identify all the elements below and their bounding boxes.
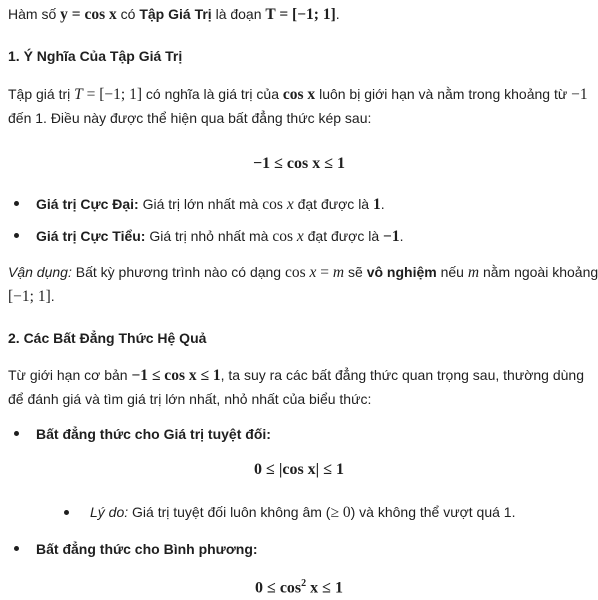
bullet-dot (14, 233, 19, 238)
intro-text: là đoạn (211, 6, 266, 22)
intro-text: . (335, 6, 340, 22)
sec2-para-line1 (8, 365, 584, 386)
section-1-heading: 1. Ý Nghĩa Của Tập Giá Trị (8, 48, 183, 64)
intro-text: Hàm số (8, 6, 61, 22)
math-one: 1 (372, 196, 381, 213)
bullet-absolute-value: Bất đẳng thức cho Giá trị tuyệt đối: (36, 426, 271, 442)
reason-line (90, 502, 515, 523)
math-x: x (292, 228, 304, 245)
math-cos-x: cos x (282, 86, 316, 103)
bullet-text: Giá trị lớn nhất mà (138, 196, 263, 212)
section-2-heading: 2. Các Bất Đẳng Thức Hệ Quả (8, 330, 207, 346)
bullet-dot (14, 546, 19, 551)
sec2-para-line2: để đánh giá và tìm giá trị lớn nhất, nhỏ nhất của biểu thức: (8, 391, 372, 407)
formula-square (0, 572, 598, 600)
intro-text: có (116, 6, 140, 22)
math-cos: cos (262, 196, 283, 213)
sec1-para-line2: đến 1. Điều này được thể hiện qua bất đẳng thức kép sau: (8, 110, 372, 126)
math-x: x (305, 264, 317, 281)
bullet-label: Giá trị Cực Tiểu: (36, 228, 146, 244)
bullet-min (36, 226, 404, 247)
reason-text: Giá trị tuyệt đối luôn không âm ( (128, 504, 331, 520)
formula-absolute-value: 0 ≤ |cos x| ≤ 1 (254, 461, 344, 478)
math-ge-zero: ≥ 0 (330, 504, 351, 521)
bullet-text: . (399, 228, 404, 244)
apply-label: Vận dụng: (8, 264, 72, 280)
apply-text: sẽ (344, 264, 367, 280)
intro-bold: Tập Giá Trị (139, 6, 212, 22)
apply-line1 (8, 262, 598, 283)
formula-part: x ≤ 1 (306, 579, 343, 597)
para-text: , ta suy ra các bất đẳng thức quan trọng sau, thường dùng (220, 367, 584, 383)
formula-exponent: 2 (301, 578, 307, 589)
math-T: T (74, 86, 83, 103)
math-minus-one: −1 (383, 228, 400, 245)
para-text: Từ giới hạn cơ bản (8, 367, 132, 383)
apply-text: nằm ngoài khoảng (479, 264, 598, 280)
bullet-text: . (380, 196, 385, 212)
apply-text: nếu (436, 264, 468, 280)
intro-line (8, 4, 340, 25)
bullet-max (36, 194, 385, 215)
bullet-label: Giá trị Cực Đại: (36, 196, 139, 212)
formula-part: 0 ≤ cos (255, 579, 302, 597)
math-minus-one: −1 (571, 86, 588, 103)
para-text: có nghĩa là giá trị của (142, 86, 283, 102)
bullet-dot (14, 201, 19, 206)
bullet-square: Bất đẳng thức cho Bình phương: (36, 541, 258, 557)
math-interval: [−1; 1] (8, 288, 51, 305)
apply-line2 (8, 286, 55, 307)
sub-bullet-dot (64, 510, 69, 515)
reason-label: Lý do: (90, 504, 129, 520)
math-double-inequality: −1 ≤ cos x ≤ 1 (131, 367, 221, 384)
reason-text: ) và không thể vượt quá 1. (350, 504, 516, 520)
formula-double-inequality: −1 ≤ cos x ≤ 1 (252, 155, 345, 172)
bullet-text: đạt được là (303, 228, 384, 244)
math-cos: cos (272, 228, 293, 245)
sec1-para-line1 (8, 84, 588, 105)
bullet-text: Giá trị nhỏ nhất mà (145, 228, 273, 244)
apply-text: . (50, 288, 55, 304)
math-cos: cos (284, 264, 306, 281)
math-m: m (467, 264, 480, 281)
bullet-text: đạt được là (293, 196, 373, 212)
para-text: Tập giá trị (8, 86, 75, 102)
math-y-cos-x: y = cos x (60, 6, 117, 23)
bullet-dot (14, 431, 19, 436)
apply-text: Bất kỳ phương trình nào có dạng (71, 264, 285, 280)
math-T-interval: T = [−1; 1] (265, 6, 336, 23)
math-equals: = (316, 264, 333, 281)
math-interval: = [−1; 1] (82, 86, 143, 103)
math-m: m (332, 264, 345, 281)
apply-bold: vô nghiệm (366, 264, 437, 280)
para-text: luôn bị giới hạn và nằm trong khoảng từ (315, 86, 572, 102)
math-x: x (282, 196, 294, 213)
